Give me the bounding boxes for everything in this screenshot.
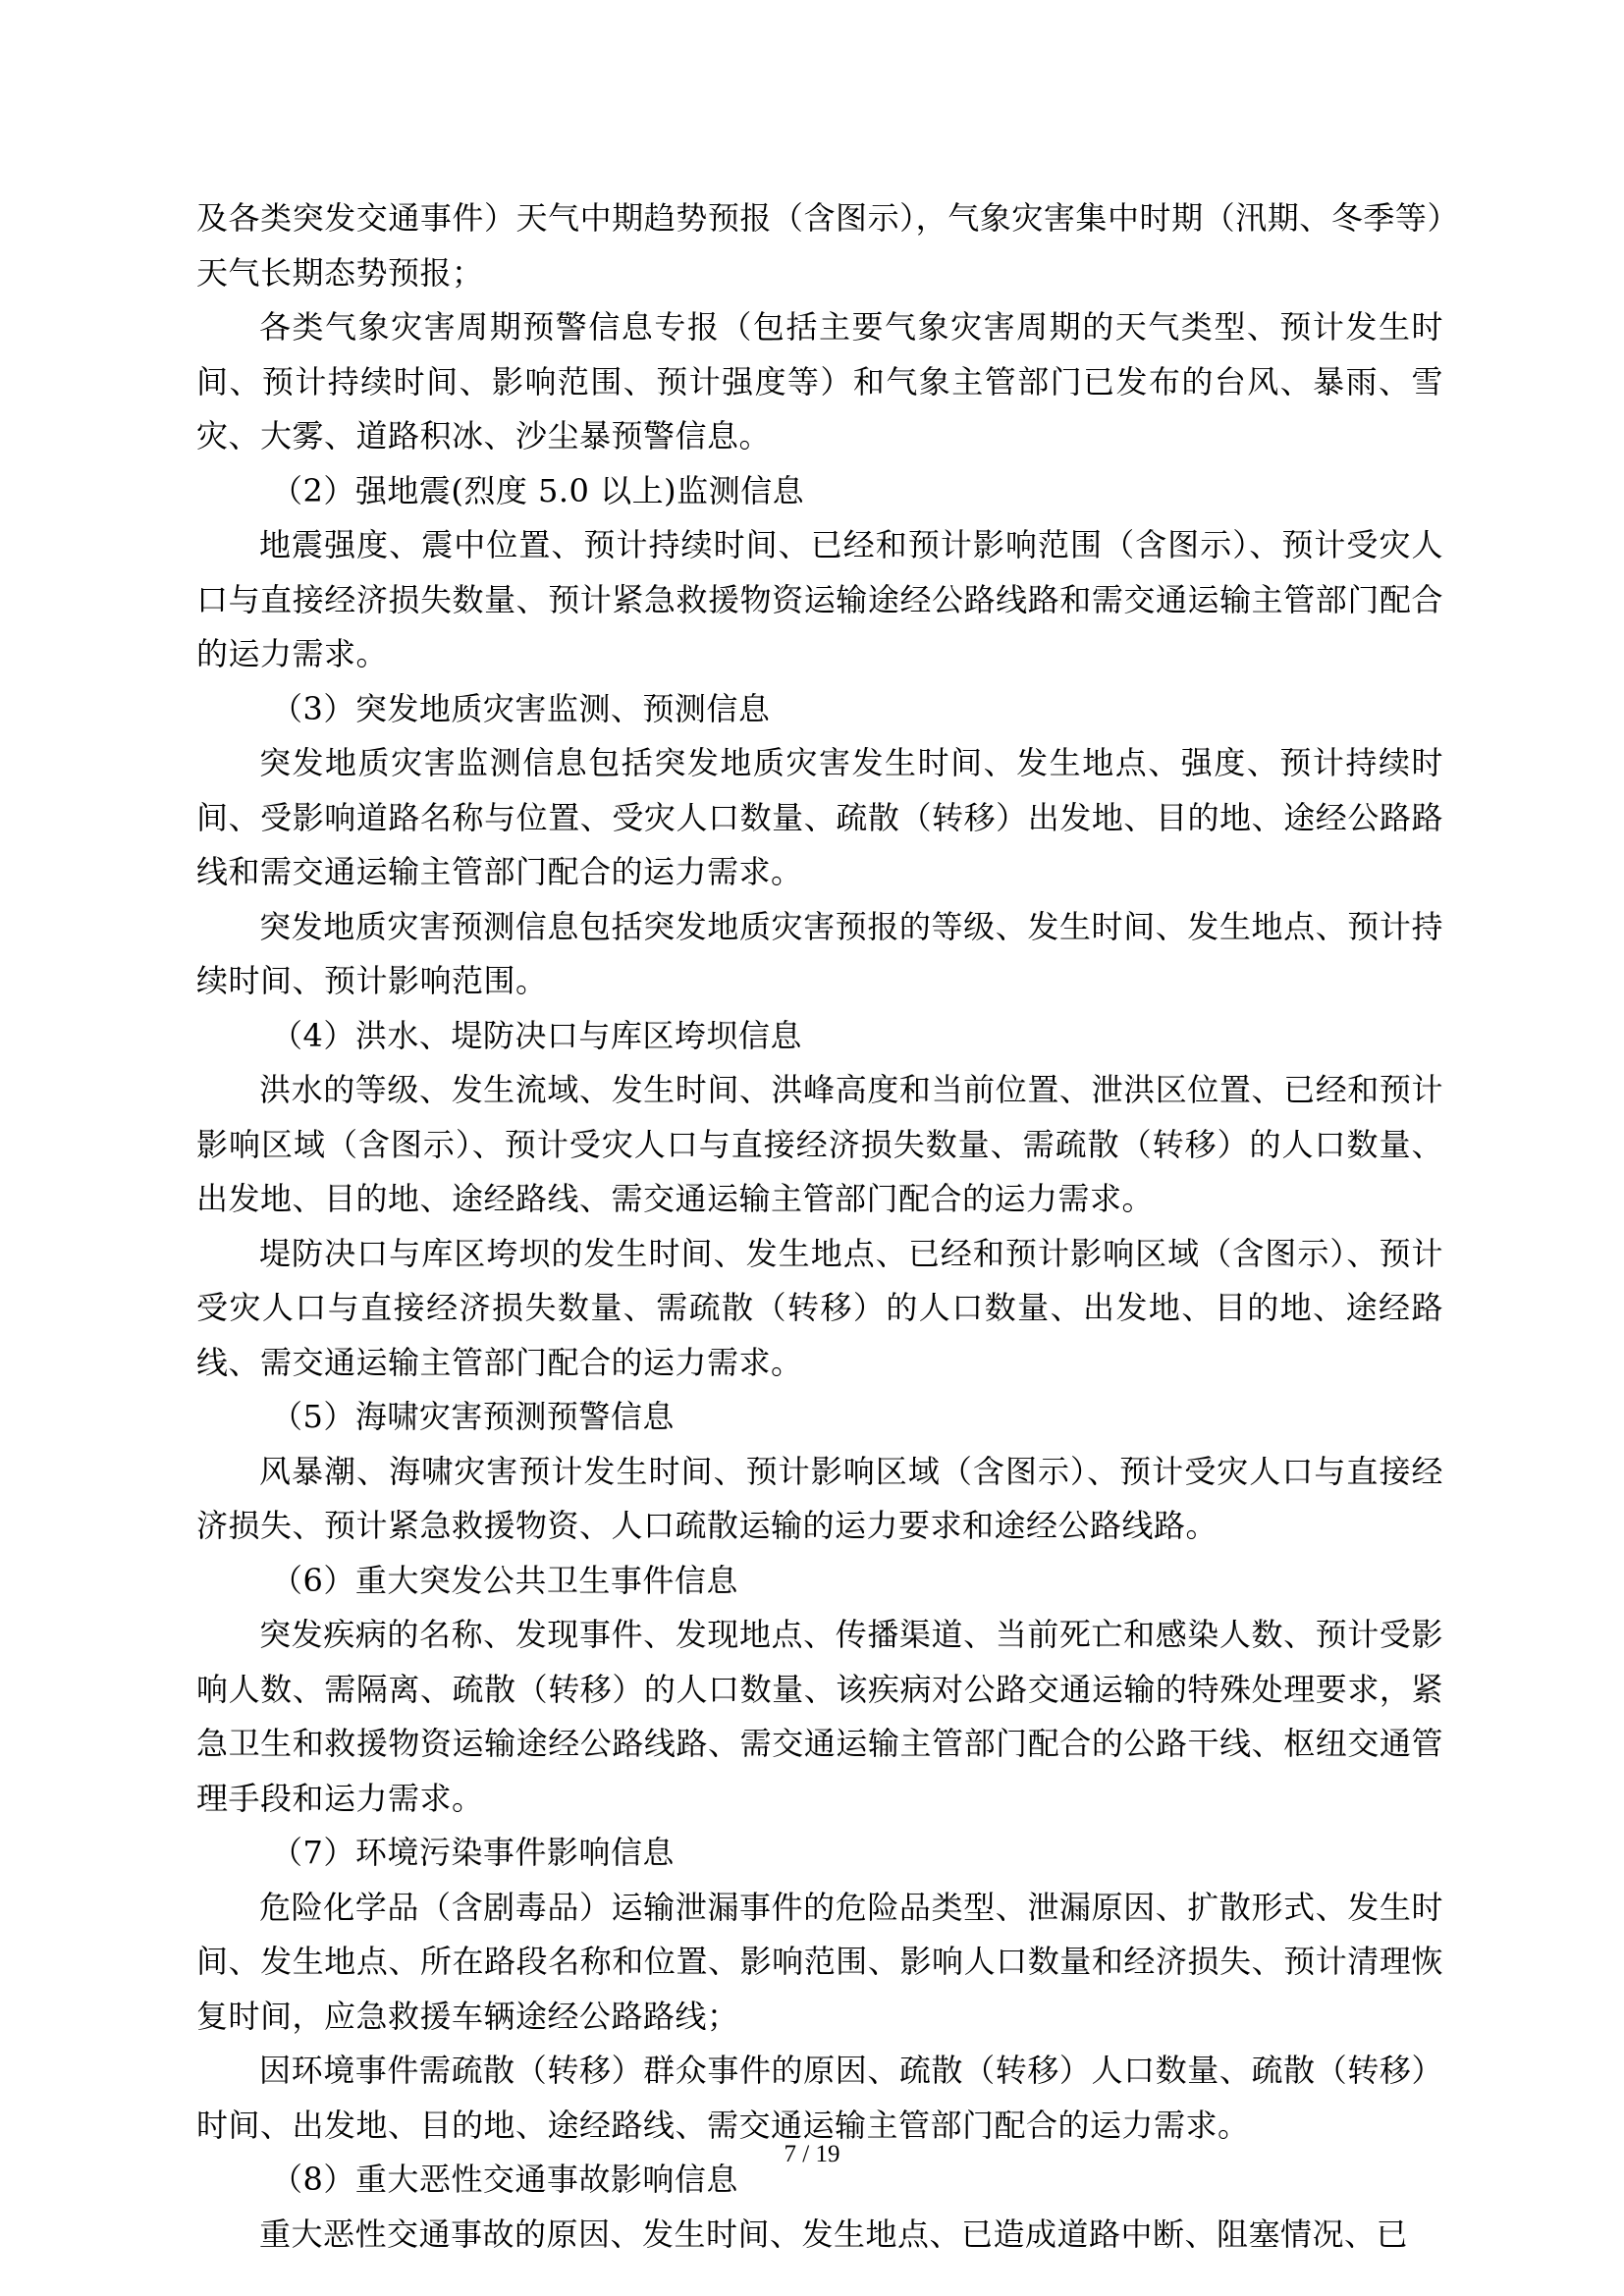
paragraph-geological-monitoring: 突发地质灾害监测信息包括突发地质灾害发生时间、发生地点、强度、预计持续时间、受影响道路名称与位置、受灾人口数量、疏散（转移）出发地、目的地、途经公路路线和需交通运输主管部门配合的运力需求。 — [196, 744, 1443, 890]
page-number: 7 / 19 — [784, 2141, 840, 2167]
paragraph-dam-breach: 堤防决口与库区垮坝的发生时间、发生地点、已经和预计影响区域（含图示）、预计受灾人口与直接经济损失数量、需疏散（转移）的人口数量、出发地、目的地、途经路线、需交通运输主管部门配合的运力需求。 — [196, 1234, 1443, 1381]
section-heading-flood: （4）洪水、堤防决口与库区垮坝信息 — [271, 1016, 802, 1054]
paragraph-evacuation: 因环境事件需疏散（转移）群众事件的原因、疏散（转移）人口数量、疏散（转移）时间、出发地、目的地、途经路线、需交通运输主管部门配合的运力需求。 — [196, 2052, 1443, 2144]
paragraph-tsunami: 风暴潮、海啸灾害预计发生时间、预计影响区域（含图示）、预计受灾人口与直接经济损失、预计紧急救援物资、人口疏散运输的运力要求和途经公路线路。 — [196, 1452, 1443, 1544]
paragraph-continuation: 及各类突发交通事件）天气中期趋势预报（含图示），气象灾害集中时期（汛期、冬季等）天气长期态势预报； — [196, 199, 1443, 292]
section-heading-earthquake: （2）强地震(烈度 5.0 以上)监测信息 — [271, 471, 805, 509]
section-heading-geological: （3）突发地质灾害监测、预测信息 — [271, 689, 771, 727]
paragraph-geological-forecast: 突发地质灾害预测信息包括突发地质灾害预报的等级、发生时间、发生地点、预计持续时间、预计影响范围。 — [196, 907, 1443, 999]
section-heading-tsunami: （5）海啸灾害预测预警信息 — [271, 1398, 675, 1435]
section-heading-public-health: （6）重大突发公共卫生事件信息 — [271, 1561, 738, 1599]
paragraph-weather-warning: 各类气象灾害周期预警信息专报（包括主要气象灾害周期的天气类型、预计发生时间、预计持续时间、影响范围、预计强度等）和气象主管部门已发布的台风、暴雨、雪灾、大雾、道路积冰、沙尘暴预警信息。 — [196, 308, 1443, 454]
paragraph-earthquake: 地震强度、震中位置、预计持续时间、已经和预计影响范围（含图示）、预计受灾人口与直接经济损失数量、预计紧急救援物资运输途经公路线路和需交通运输主管部门配合的运力需求。 — [196, 526, 1443, 672]
section-heading-traffic-accident: （8）重大恶性交通事故影响信息 — [271, 2161, 738, 2198]
paragraph-public-health: 突发疾病的名称、发现事件、发现地点、传播渠道、当前死亡和感染人数、预计受影响人数、需隔离、疏散（转移）的人口数量、该疾病对公路交通运输的特殊处理要求，紧急卫生和救援物资运输途经公路线路、需交通运输主管部门配合的公路干线、枢纽交通管理手段和运力需求。 — [196, 1616, 1443, 1817]
section-heading-pollution: （7）环境污染事件影响信息 — [271, 1834, 675, 1871]
paragraph-hazmat-leak: 危险化学品（含剧毒品）运输泄漏事件的危险品类型、泄漏原因、扩散形式、发生时间、发生地点、所在路段名称和位置、影响范围、影响人口数量和经济损失、预计清理恢复时间，应急救援车辆途经公路路线； — [196, 1888, 1443, 2035]
paragraph-flood: 洪水的等级、发生流域、发生时间、洪峰高度和当前位置、泄洪区位置、已经和预计影响区域（含图示）、预计受灾人口与直接经济损失数量、需疏散（转移）的人口数量、出发地、目的地、途经路线、需交通运输主管部门配合的运力需求。 — [196, 1071, 1443, 1217]
paragraph-traffic-accident: 重大恶性交通事故的原因、发生时间、发生地点、已造成道路中断、阻塞情况、已 — [259, 2215, 1409, 2253]
